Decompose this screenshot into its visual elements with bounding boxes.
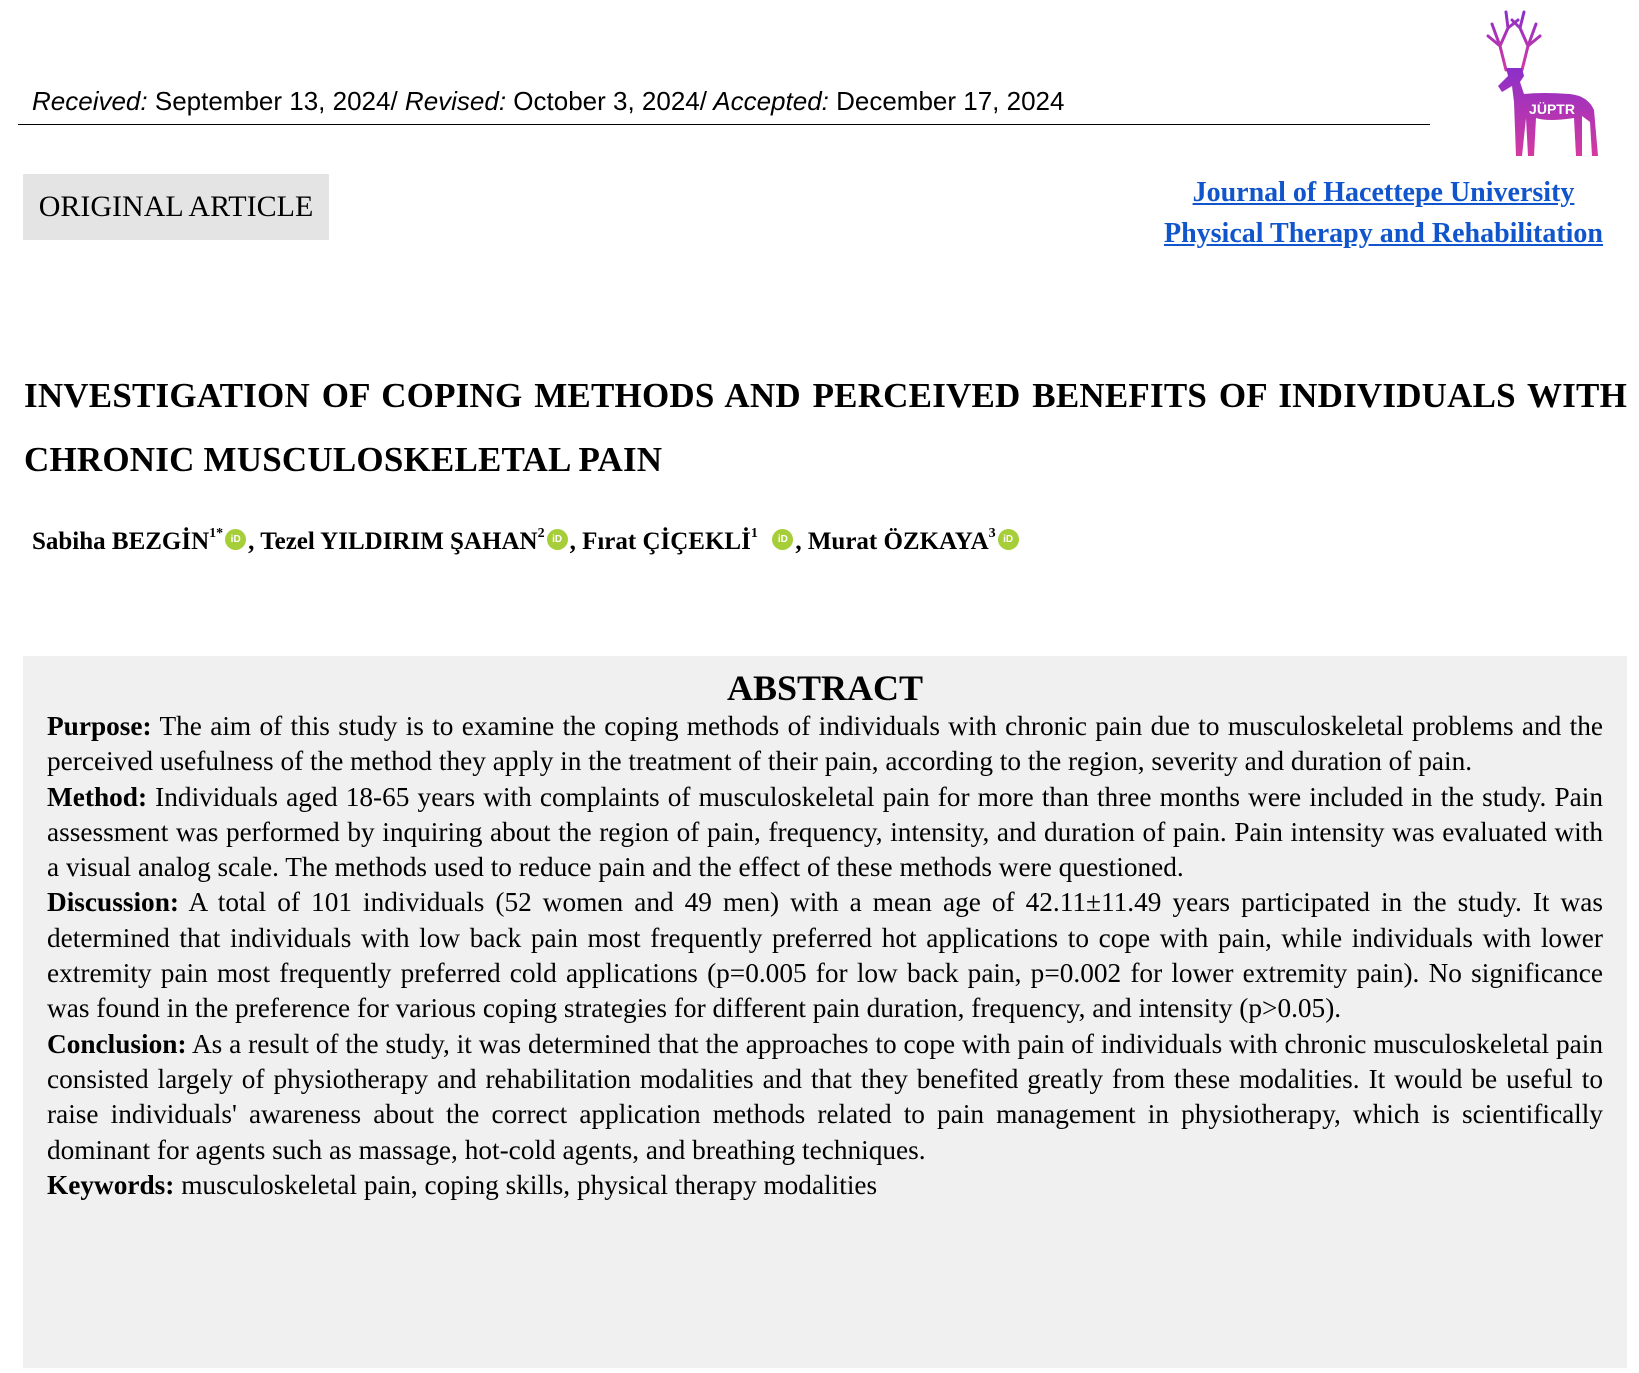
method-text: Individuals aged 18-65 years with complaints of musculoskeletal pain for more than three months were included in the study. Pain assessment was performed by inquiring about the region of pain, frequency, intensity, and duration of pain. Pain intensity was evaluated with a visual analog scale. The methods used to reduce pain and the effect of these methods were questioned. <box>47 781 1603 883</box>
journal-name[interactable] <box>1164 172 1603 254</box>
accepted-label: Accepted: <box>706 86 829 116</box>
abstract-conclusion <box>47 1027 1603 1168</box>
discussion-text: A total of 101 individuals (52 women and 49 men) with a mean age of 42.11±11.49 years participated in the study. It was determined that individuals with low back pain most frequently preferred hot applications to cope with pain, while individuals with lower extremity pain most frequently preferred cold applications (p=0.005 for low back pain, p=0.002 for lower extremity pain). No significance was found in the preference for various coping strategies for different pain duration, frequency, and intensity (p>0.05). <box>47 887 1603 1024</box>
author-separator: , <box>795 528 808 555</box>
purpose-label: Purpose: <box>47 711 152 741</box>
paper-title: INVESTIGATION OF COPING METHODS AND PERCEIVED BENEFITS OF INDIVIDUALS WITH CHRONIC MUSCULOSKELETAL PAIN <box>24 376 1627 479</box>
conclusion-text: As a result of the study, it was determined that the approaches to cope with pain of individuals with chronic musculoskeletal pain consisted largely of physiotherapy and rehabilitation modalities and that they benefited greatly from these modalities. It would be useful to raise individuals' awareness about the correct application methods related to pain management in physiotherapy, which is scientifically dominant for agents such as massage, hot-cold agents, and breathing techniques. <box>47 1028 1603 1165</box>
article-type-badge <box>23 174 329 240</box>
author-name: Tezel YILDIRIM ŞAHAN <box>260 528 538 555</box>
purpose-text: The aim of this study is to examine the coping methods of individuals with chronic pain due to musculoskeletal problems and the perceived usefulness of the method they apply in the treatment of their pain, according to the region, severity and duration of pain. <box>47 711 1603 777</box>
conclusion-label: Conclusion: <box>47 1028 187 1059</box>
abstract-discussion <box>47 885 1603 1026</box>
abstract-box <box>23 656 1627 1368</box>
logo-text: JÜPTR <box>1529 101 1575 117</box>
keywords-text: musculoskeletal pain, coping skills, physical therapy modalities <box>174 1169 878 1200</box>
author-affiliation: 1 <box>750 526 758 541</box>
abstract-keywords <box>47 1168 1603 1203</box>
article-type: ORIGINAL ARTICLE <box>38 190 314 223</box>
author-name: Fırat ÇİÇEKLİ <box>582 528 751 555</box>
abstract-heading: ABSTRACT <box>726 668 924 708</box>
deer-logo-icon <box>1478 6 1606 168</box>
received-date: September 13, 2024/ <box>147 86 398 116</box>
revised-date: October 3, 2024/ <box>506 86 707 116</box>
orcid-icon[interactable]: iD <box>772 529 793 550</box>
author-separator: , <box>569 528 583 555</box>
orcid-icon[interactable]: iD <box>547 529 568 550</box>
received-label: Received: <box>32 86 148 116</box>
revised-label: Revised: <box>397 86 507 116</box>
abstract-purpose <box>47 709 1603 780</box>
accepted-date: December 17, 2024 <box>828 86 1065 116</box>
journal-link-line1[interactable]: Journal of Hacettepe University <box>1192 177 1575 208</box>
discussion-label: Discussion: <box>47 887 179 918</box>
author-affiliation: 2 <box>537 526 545 541</box>
author-affiliation: 3 <box>988 526 996 541</box>
author-name: Murat ÖZKAYA <box>807 528 989 555</box>
orcid-icon[interactable]: iD <box>225 529 246 550</box>
method-label: Method: <box>47 781 148 812</box>
header-rule <box>18 124 1430 125</box>
author-separator: , <box>248 528 261 555</box>
journal-link-line2[interactable]: Physical Therapy and Rehabilitation <box>1163 218 1603 249</box>
orcid-icon[interactable]: iD <box>998 529 1019 550</box>
author-list <box>32 528 1021 556</box>
author-affiliation: 1* <box>209 526 224 541</box>
abstract-method <box>47 780 1603 886</box>
keywords-label: Keywords: <box>47 1169 175 1200</box>
submission-dates <box>32 86 1064 117</box>
author-name: Sabiha BEZGİN <box>32 528 210 555</box>
